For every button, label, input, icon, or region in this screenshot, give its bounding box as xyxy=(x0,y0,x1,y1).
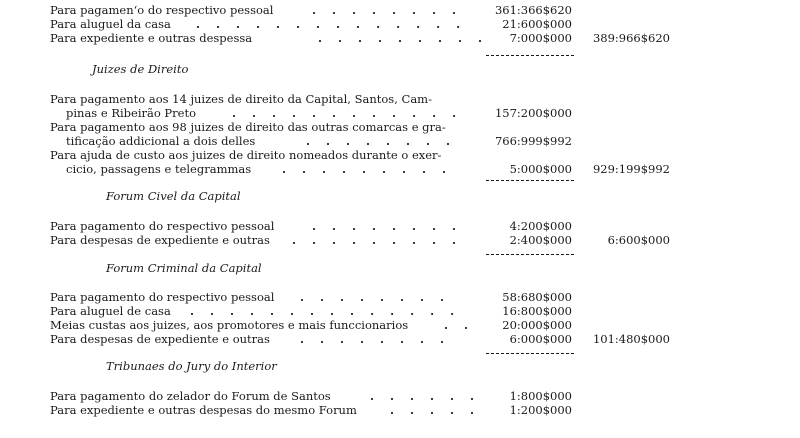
ledger-row xyxy=(0,120,800,134)
row-description: Para pagamento do respectivo pessoal xyxy=(50,290,275,304)
row-description: Para pagamento aos 14 juizes de direito da Capital, Santos, Cam- xyxy=(50,92,432,106)
row-amount: 157:200$000 xyxy=(494,106,572,120)
row-description: Para ajuda de custo aos juizes de direito nomeados durante o exer- xyxy=(50,148,442,162)
section-heading: Forum Civel da Capital xyxy=(106,189,241,203)
row-description: Para despesas de expediente e outras xyxy=(50,332,270,346)
row-description: Para expediente e outras despesas do mesmo Forum xyxy=(50,403,357,417)
leader-dots: . . . . . . . . . . . . . . xyxy=(196,17,467,31)
row-description: pinas e Ribeirão Preto xyxy=(66,106,197,120)
leader-dots: . . . . . xyxy=(390,403,481,417)
subtotal-rule xyxy=(486,180,574,181)
leader-dots: . . . . . . . . . xyxy=(292,233,463,247)
leader-dots: . . . . . . . . xyxy=(312,219,463,233)
ledger-row xyxy=(0,233,800,247)
leader-dots: . . . . . . . . . . . . . . xyxy=(190,304,461,318)
subtotal-rule xyxy=(486,254,574,255)
row-amount: 361:366$620 xyxy=(494,3,572,17)
section-heading: Tribunaes do Jury do Interior xyxy=(106,359,277,373)
ledger-row xyxy=(0,219,800,233)
ledger-row xyxy=(0,318,800,332)
ledger-row xyxy=(0,134,800,148)
ledger-row xyxy=(0,92,800,106)
row-description: Para aluguel de casa xyxy=(50,304,171,318)
leader-dots: . . . . . . . . xyxy=(312,3,463,17)
row-description: Para pagamento do zelador do Forum de Santos xyxy=(50,389,331,403)
ledger-row xyxy=(0,290,800,304)
row-amount: 20:000$000 xyxy=(502,318,572,332)
row-description: Para despesas de expediente e outras xyxy=(50,233,270,247)
row-description: cicio, passagens e telegrammas xyxy=(66,162,252,176)
row-total: 101:480$000 xyxy=(592,332,670,346)
row-amount: 6:000$000 xyxy=(509,332,572,346)
ledger-row xyxy=(0,332,800,346)
row-amount: 21:600$000 xyxy=(502,17,572,31)
subtotal-rule xyxy=(486,353,574,354)
row-description: Para pagamento do respectivo pessoal xyxy=(50,219,275,233)
row-amount: 7:000$000 xyxy=(509,31,572,45)
ledger-row xyxy=(0,304,800,318)
row-description: Para pagamento aos 98 juizes de direito das outras comarcas e gra- xyxy=(50,120,446,134)
leader-dots: . . . . . . . . . xyxy=(318,31,489,45)
leader-dots: . . . . . . xyxy=(370,389,481,403)
row-description: Para expediente e outras despessa xyxy=(50,31,253,45)
row-amount: 4:200$000 xyxy=(509,219,572,233)
ledger-row xyxy=(0,389,800,403)
row-total: 389:966$620 xyxy=(592,31,670,45)
row-description: Para pagamen‘o do respectivo pessoal xyxy=(50,3,274,17)
leader-dots: . . . . . . . . xyxy=(300,290,451,304)
section-heading: Forum Criminal da Capital xyxy=(106,261,262,275)
ledger-row xyxy=(0,162,800,176)
row-amount: 58:680$000 xyxy=(502,290,572,304)
ledger-row xyxy=(0,3,800,17)
ledger-row xyxy=(0,17,800,31)
row-total: 929:199$992 xyxy=(592,162,670,176)
leader-dots: . . . . . . . . . xyxy=(282,162,453,176)
row-amount: 1:200$000 xyxy=(509,403,572,417)
ledger-row xyxy=(0,403,800,417)
leader-dots: . . . . . . . . . . . . xyxy=(232,106,463,120)
row-amount: 1:800$000 xyxy=(509,389,572,403)
ledger-row xyxy=(0,106,800,120)
row-total: 6:600$000 xyxy=(607,233,670,247)
row-amount: 5:000$000 xyxy=(509,162,572,176)
ledger-row xyxy=(0,31,800,45)
ledger-row xyxy=(0,148,800,162)
row-description: Para aluguel da casa xyxy=(50,17,171,31)
leader-dots: . . . . . . . . xyxy=(306,134,457,148)
leader-dots: . . . . . . . . xyxy=(300,332,451,346)
section-heading: Juizes de Direito xyxy=(92,62,189,76)
row-amount: 766:999$992 xyxy=(494,134,572,148)
row-amount: 2:400$000 xyxy=(509,233,572,247)
leader-dots: . . xyxy=(444,318,475,332)
row-description: Meias custas aos juizes, aos promotores e mais funccionarios xyxy=(50,318,409,332)
row-amount: 16:800$000 xyxy=(502,304,572,318)
subtotal-rule xyxy=(486,55,574,56)
row-description: tificação addicional a dois delles xyxy=(66,134,256,148)
